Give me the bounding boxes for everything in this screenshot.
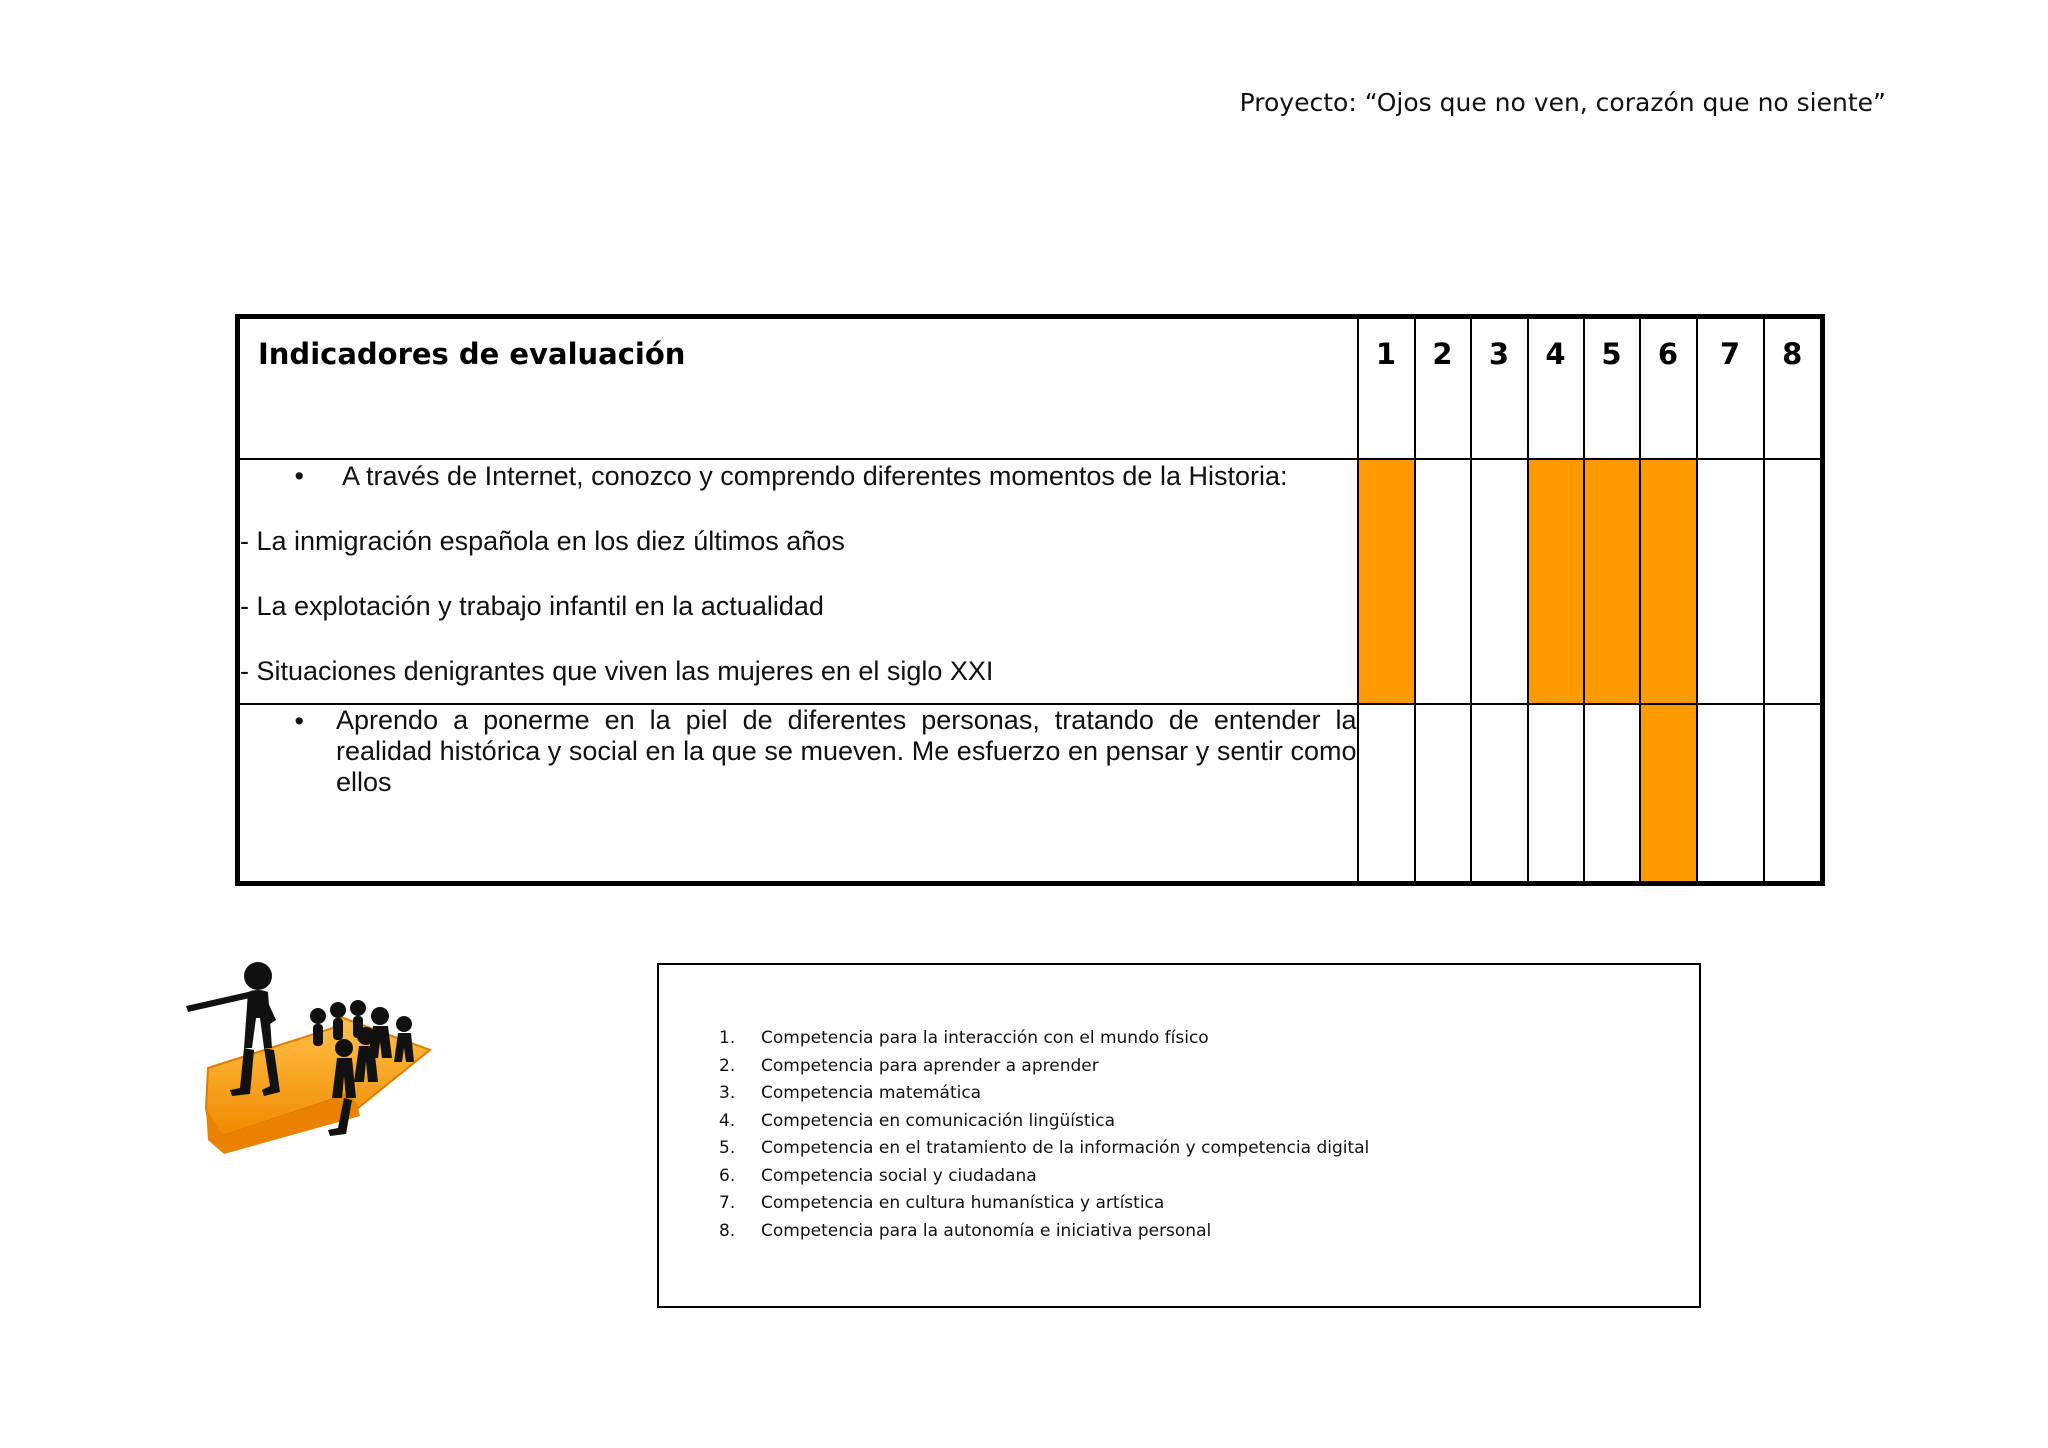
column-header-1: 1 <box>1358 317 1415 459</box>
indicator-cell <box>238 459 1358 704</box>
table-header-row <box>238 317 1823 459</box>
competence-legend <box>657 963 1701 1308</box>
list-item: 2. Competencia para aprender a aprender <box>719 1055 1099 1076</box>
competence-cell-6 <box>1640 459 1697 704</box>
competence-cell-3 <box>1471 704 1528 884</box>
indicator-sub-item: - La inmigración española en los diez últimos años <box>240 525 845 556</box>
list-item: 7. Competencia en cultura humanística y artística <box>719 1193 1165 1213</box>
indicator-intro: A través de Internet, conozco y comprendo diferentes momentos de la Historia: <box>342 460 1288 491</box>
column-header-5: 5 <box>1584 317 1640 459</box>
column-header-3: 3 <box>1471 317 1528 459</box>
indicators-header: Indicadores de evaluación <box>238 317 1358 459</box>
competence-cell-8 <box>1764 459 1823 704</box>
leader-pointing-arrow-icon <box>168 958 438 1168</box>
competence-cell-3 <box>1471 459 1528 704</box>
project-title: Proyecto: “Ojos que no ven, corazón que no siente” <box>1239 88 1886 117</box>
indicator-intro: Aprendo a ponerme en la piel de diferentes personas, tratando de entender la realidad histórica y social en la que se mueven. Me esfuerzo en pensar y sentir como ellos <box>336 704 1357 797</box>
list-item: 3. Competencia matemática <box>719 1083 982 1103</box>
indicator-sub-item: - Situaciones denigrantes que viven las mujeres en el siglo XXI <box>240 655 994 686</box>
competence-cell-7 <box>1697 459 1764 704</box>
list-item: 4. Competencia en comunicación lingüística <box>719 1110 1116 1131</box>
competence-cell-4 <box>1528 459 1584 704</box>
table-row <box>238 459 1823 704</box>
competence-cell-5 <box>1584 704 1640 884</box>
competence-cell-1 <box>1358 459 1415 704</box>
competence-list <box>719 1025 1369 1245</box>
competence-cell-6 <box>1640 704 1697 884</box>
competence-cell-2 <box>1415 459 1471 704</box>
list-item: 5. Competencia en el tratamiento de la información y competencia digital <box>719 1138 1370 1158</box>
list-item: 8. Competencia para la autonomía e iniciativa personal <box>719 1220 1212 1241</box>
list-item: 1. Competencia para la interacción con el mundo físico <box>719 1028 1209 1048</box>
bullet-icon: • <box>294 460 304 491</box>
bullet-icon: • <box>294 705 304 736</box>
column-header-2: 2 <box>1415 317 1471 459</box>
competence-cell-5 <box>1584 459 1640 704</box>
evaluation-table <box>235 314 1825 886</box>
column-header-4: 4 <box>1528 317 1584 459</box>
competence-cell-1 <box>1358 704 1415 884</box>
competence-cell-2 <box>1415 704 1471 884</box>
competence-cell-7 <box>1697 704 1764 884</box>
column-header-8: 8 <box>1764 317 1823 459</box>
column-header-7: 7 <box>1697 317 1764 459</box>
table-row <box>238 704 1823 884</box>
list-item: 6. Competencia social y ciudadana <box>719 1165 1037 1186</box>
competence-cell-4 <box>1528 704 1584 884</box>
competence-cell-8 <box>1764 704 1823 884</box>
indicator-cell <box>238 704 1358 884</box>
indicator-sub-item: - La explotación y trabajo infantil en la actualidad <box>240 590 824 621</box>
column-header-6: 6 <box>1640 317 1697 459</box>
